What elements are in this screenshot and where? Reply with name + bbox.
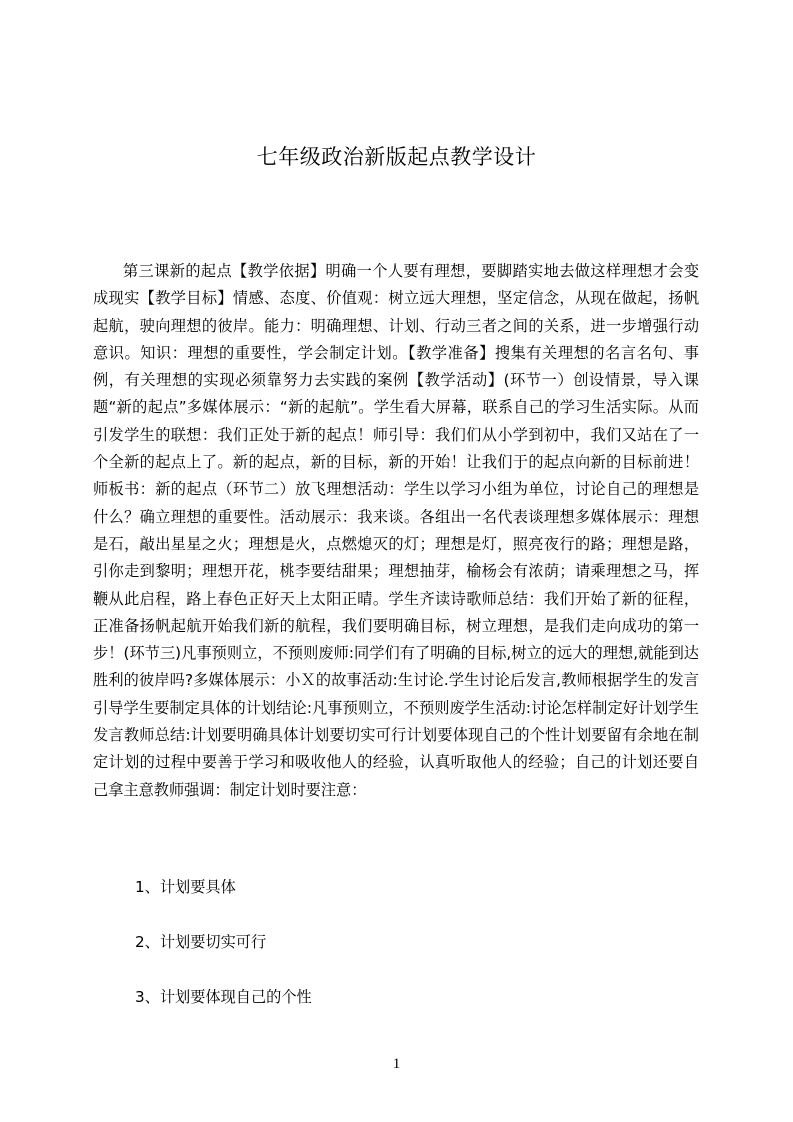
list-item-plan-feasible: 2、计划要切实可行 xyxy=(135,933,267,951)
page-number: 1 xyxy=(392,1056,401,1072)
list-item-plan-personality: 3、计划要体现自己的个性 xyxy=(135,988,312,1006)
list-item-plan-specific: 1、计划要具体 xyxy=(135,878,236,896)
body-paragraph: 第三课新的起点【教学依据】明确一个人要有理想，要脚踏实地去做这样理想才会变成现实【教学目标】情感、态度、价值观：树立远大理想，坚定信念，从现在做起，扬帆起航，驶向理想的彼岸。能力：明确理想、计划、行动三者之间的关系，进一步增强行动意识。知识：理想的重要性，学会制定计划。【教学准备】搜集有关理想的名言名句、事例，有关理想的实现必须靠努力去实践的案例【教学活动】(环节一）创设情景，导入课题“新的起点”多媒体展示：“新的起航”。学生看大屏幕，联系自己的学习生活实际。从而引发学生的联想：我们正处于新的起点！师引导：我们们从小学到初中，我们又站在了一个全新的起点上了。新的起点，新的目标，新的开始！让我们于的起点向新的目标前进！师板书：新的起点（环节二）放飞理想活动：学生以学习小组为单位，讨论自己的理想是什么？确立理想的重要性。活动展示：我来谈。各组出一名代表谈理想多媒体展示：理想是石，敲出星星之火；理想是火，点燃熄灭的灯；理想是灯，照亮夜行的路；理想是路，引你走到黎明；理想开花，桃李要结甜果；理想抽芽，榆杨会有浓荫；请乘理想之马，挥鞭从此启程，路上春色正好天上太阳正晴。学生齐读诗歌师总结：我们开始了新的征程，正准备扬帆起航开始我们新的航程，我们要明确目标，树立理想，是我们走向成功的第一步！(环节三)凡事预则立，不预则废师:同学们有了明确的目标,树立的远大的理想,就能到达胜利的彼岸吗?多媒体展示：小Ｘ的故事活动:生讨论.学生讨论后发言,教师根据学生的发言引导学生要制定具体的计划结论:凡事预则立，不预则废学生活动:讨论怎样制定好计划学生发言教师总结:计划要明确具体计划要切实可行计划要体现自己的个性计划要留有余地在制定计划的过程中要善于学习和吸收他人的经验，认真听取他人的经验；自己的计划还要自己拿主意教师强调：制定计划时要注意： xyxy=(93,262,699,799)
document-title: 七年级政治新版起点教学设计 xyxy=(256,145,537,169)
